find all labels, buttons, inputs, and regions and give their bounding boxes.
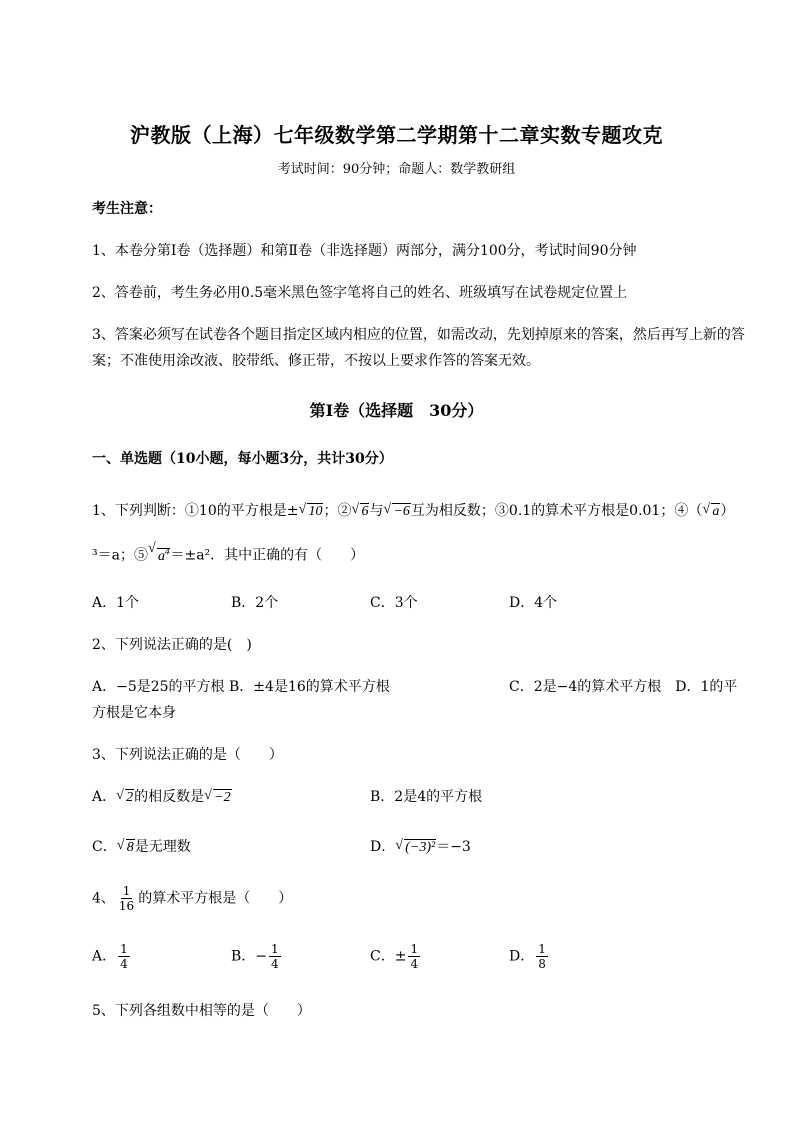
q3-option-d: D．√ (−3)²＝−3 xyxy=(370,834,471,861)
q2-options-ab: A．−5是25的平方根 B．±4是16的算术平方根 xyxy=(92,679,390,695)
q4-option-c: C．± $\frac{1}{4}$ xyxy=(370,942,419,971)
cbrt-neg6: √ −6 xyxy=(383,499,410,525)
q3-option-b: B．2是4的平方根 xyxy=(370,789,483,805)
question-1-line-2 xyxy=(92,538,364,570)
question-3-stem: 3、下列说法正确的是（ ） xyxy=(92,747,283,763)
sqrt-neg3-squared: √ (−3)² xyxy=(395,835,436,861)
question-1-line-1 xyxy=(92,498,734,525)
q1-option-d: D．4个 xyxy=(509,595,558,611)
section-title: 第I卷（选择题 30分） xyxy=(309,401,484,420)
notice-item-2: 2、答卷前，考生务必用0.5毫米黑色签字笔将自己的姓名、班级填写在试卷规定位置上 xyxy=(92,285,628,301)
q3-option-c: C．√ 8是无理数 xyxy=(92,834,191,861)
q4-option-d: D． $\frac{1}{8}$ xyxy=(509,942,546,971)
q1-stem-e: ） xyxy=(720,503,735,519)
q4-option-b: B．− $\frac{1}{4}$ xyxy=(231,942,279,971)
cbrt-8: √ 8 xyxy=(117,835,135,861)
q2-option-d-continued: 方根是它本身 xyxy=(92,705,176,721)
part-heading: 一、单选题（10小题，每小题3分，共计30分） xyxy=(92,451,393,467)
q1-option-c: C．3个 xyxy=(370,595,418,611)
q2-options-cd: C．2是−4的算术平方根 D．1的平 xyxy=(509,679,738,695)
notice-item-1: 1、本卷分第I卷（选择题）和第Ⅱ卷（非选择题）两部分，满分100分，考试时间90分钟 xyxy=(92,243,637,259)
q4-option-a: A． $\frac{1}{4}$ xyxy=(92,942,128,971)
q1-line2-a: ³＝a；⑤ xyxy=(92,547,148,564)
q1-stem-c: 与 xyxy=(369,503,384,519)
page-title: 沪教版（上海）七年级数学第二学期第十二章实数专题攻克 xyxy=(130,123,663,147)
sqrt-a4: √ $a^4$ xyxy=(148,538,171,570)
exam-subtitle: 考试时间：90分钟；命题人：数学教研组 xyxy=(277,162,516,177)
question-2-stem: 2、下列说法正确的是( ) xyxy=(92,637,252,653)
notice-heading: 考生注意： xyxy=(92,201,162,217)
cbrt-a: √ a xyxy=(702,499,720,525)
q1-stem-d: 互为相反数；③0.1的算术平方根是0.01；④（ xyxy=(410,503,703,519)
q1-option-b: B．2个 xyxy=(231,595,279,611)
q1-stem-b: ；② xyxy=(323,503,352,519)
sqrt-2: √ 2 xyxy=(116,785,134,811)
question-5-stem: 5、下列各组数中相等的是（ ） xyxy=(92,1003,311,1019)
q3-option-a: A．√ 2的相反数是√ −2 xyxy=(92,784,232,811)
notice-item-3: 3、答案必须写在试卷各个题目指定区域内相应的位置，如需改动，先划掉原来的答案，然后再写上新的答案；不准使用涂改液、胶带纸、修正带，不按以上要求作答的答案无效。 xyxy=(92,327,745,369)
q1-option-a: A．1个 xyxy=(92,595,140,611)
fraction-1-16: $\frac{1}{16}$ xyxy=(118,884,135,913)
q1-stem-a: 1、下列判断：①10的平方根是± xyxy=(92,503,299,519)
q1-line2-b: ＝±a²．其中正确的有（ ） xyxy=(170,547,365,564)
question-4-stem: 4、 $\frac{1}{16}$ 的算术平方根是（ ） xyxy=(92,884,293,913)
sqrt-10: √ 10 xyxy=(298,499,323,525)
sqrt-neg2: √ −2 xyxy=(204,785,231,811)
cbrt-6: √ 6 xyxy=(351,499,369,525)
